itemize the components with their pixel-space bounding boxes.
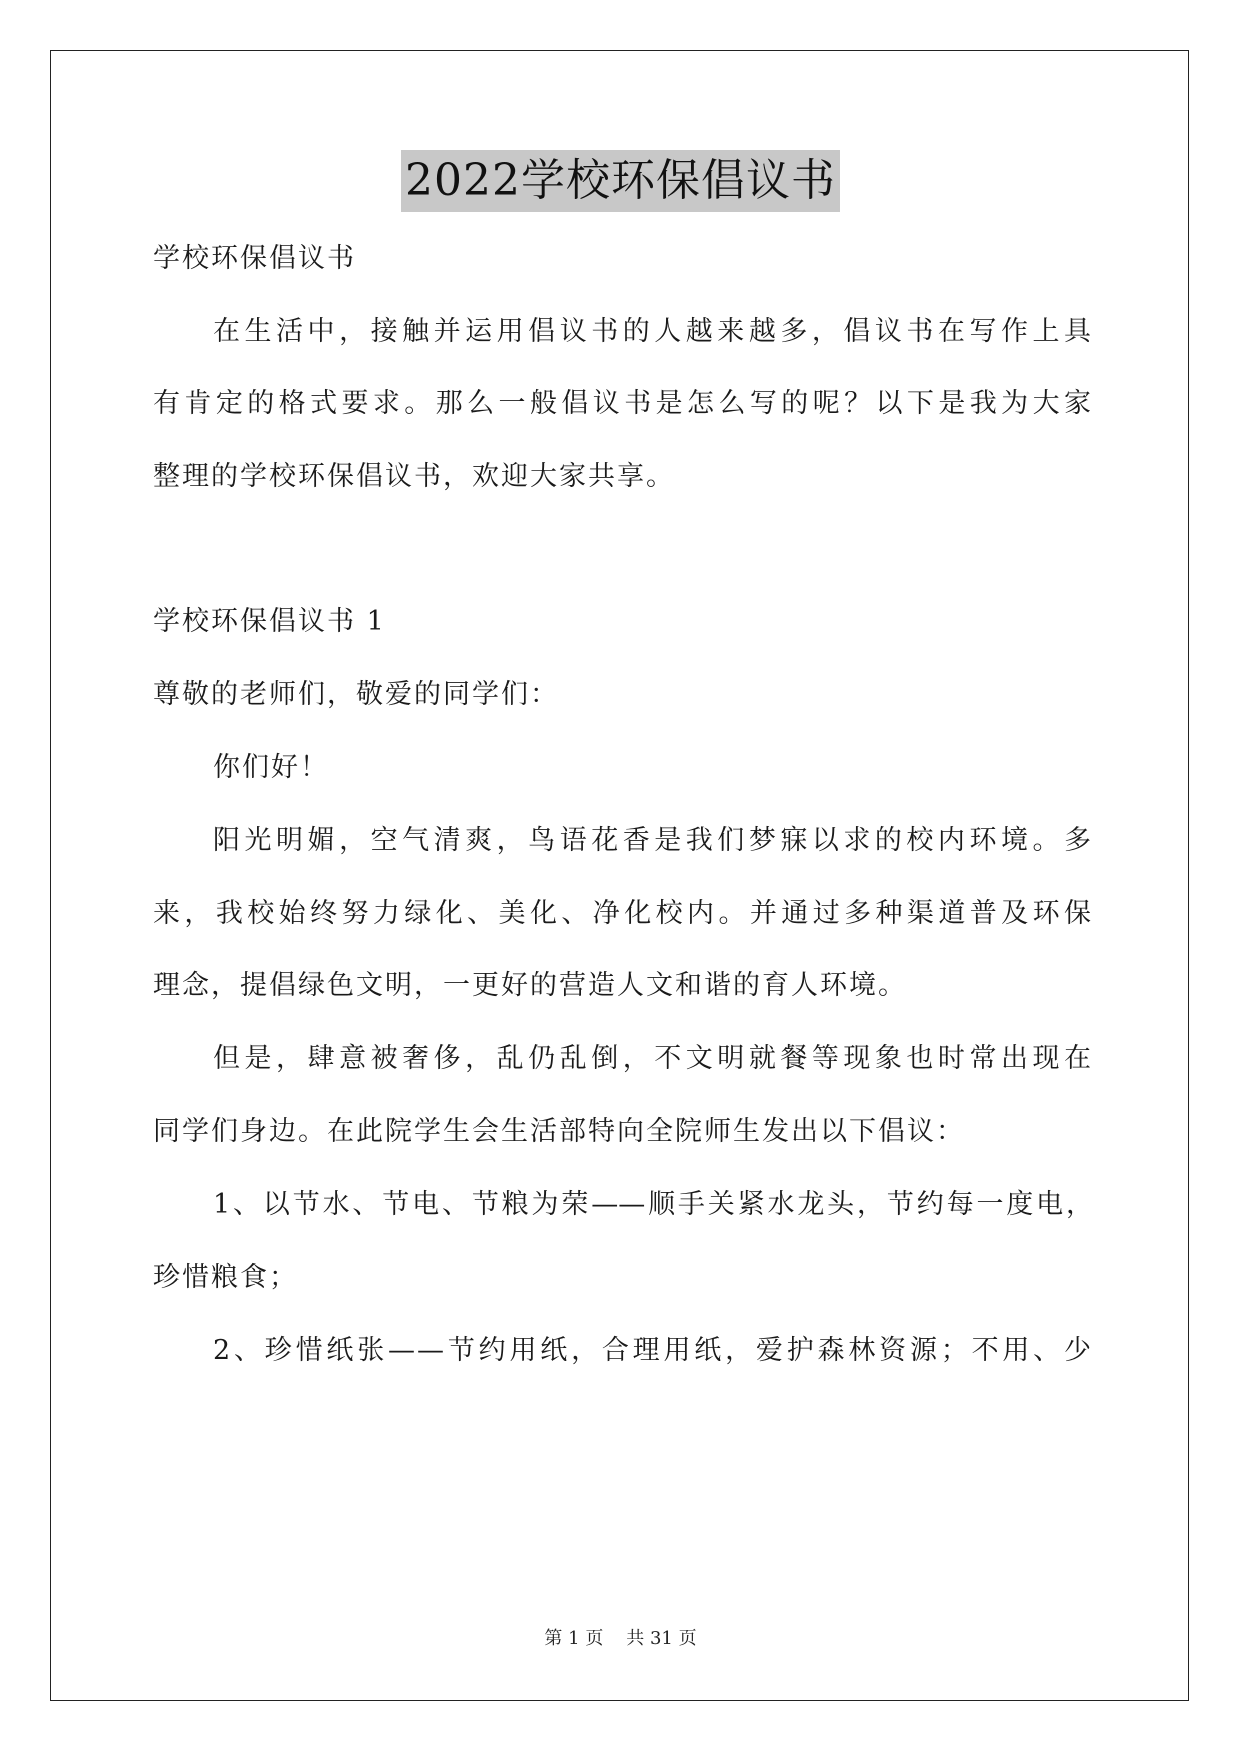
- page-footer: [0, 1627, 1241, 1651]
- list-item: 2、珍惜纸张——节约用纸，合理用纸，爱护森林资源；不用、少: [213, 1335, 1093, 1366]
- paragraph-line: 整理的学校环保倡议书，欢迎大家共享。: [153, 461, 675, 492]
- total-pages: 共 31 页: [626, 1628, 697, 1649]
- paragraph-line: 来，我校始终努力绿化、美化、净化校内。并通过多种渠道普及环保: [153, 898, 1093, 929]
- subtitle: 学校环保倡议书: [153, 243, 356, 274]
- paragraph-line: 同学们身边。在此院学生会生活部特向全院师生发出以下倡议：: [153, 1116, 965, 1147]
- title-wrapper: [0, 150, 1241, 212]
- paragraph-line: 但是，肆意被奢侈，乱仍乱倒，不文明就餐等现象也时常出现在: [213, 1043, 1093, 1074]
- paragraph-line: 理念，提倡绿色文明，一更好的营造人文和谐的育人环境。: [153, 970, 907, 1001]
- greeting: 你们好！: [213, 752, 329, 783]
- page-border: [50, 50, 1189, 1701]
- paragraph-line: 有肯定的格式要求。那么一般倡议书是怎么写的呢？以下是我为大家: [153, 388, 1093, 419]
- page-number: 第 1 页: [544, 1628, 604, 1649]
- list-item: 1、以节水、节电、节粮为荣——顺手关紧水龙头，节约每一度电，: [213, 1189, 1093, 1220]
- paragraph-line: 在生活中，接触并运用倡议书的人越来越多，倡议书在写作上具: [213, 316, 1093, 347]
- document-title: 2022学校环保倡议书: [401, 150, 840, 212]
- list-item-continued: 珍惜粮食；: [153, 1262, 298, 1293]
- paragraph-line: 阳光明媚，空气清爽，鸟语花香是我们梦寐以求的校内环境。多: [213, 825, 1093, 856]
- section-heading: 学校环保倡议书 1: [153, 606, 386, 637]
- salutation: 尊敬的老师们，敬爱的同学们：: [153, 679, 559, 710]
